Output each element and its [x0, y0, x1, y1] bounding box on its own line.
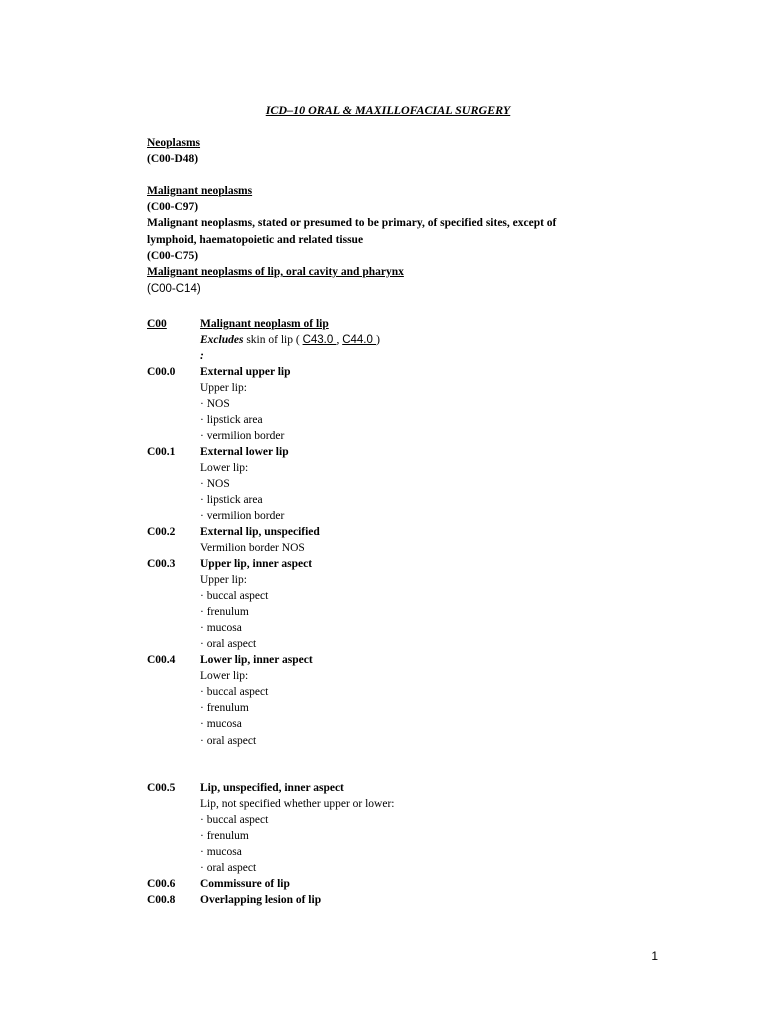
code-c00-6: C00.6: [147, 878, 176, 890]
title-c00-4: Lower lip, inner aspect: [200, 654, 313, 666]
note-line: · mucosa: [200, 622, 242, 634]
title-c00-8: Overlapping lesion of lip: [200, 894, 322, 906]
range-lip-oral-cavity: (C00-C14): [147, 283, 201, 295]
code-c00-8: C00.8: [147, 894, 176, 906]
note-line: · frenulum: [200, 606, 249, 618]
note-line: · vermilion border: [200, 510, 285, 522]
title-c00-1: External lower lip: [200, 446, 289, 458]
heading-malignant-neoplasms: Malignant neoplasms: [147, 185, 253, 197]
note-line: Lip, not specified whether upper or lower:: [200, 798, 395, 810]
note-line: · NOS: [200, 478, 230, 490]
title-c00-2: External lip, unspecified: [200, 526, 320, 538]
code-c00-2: C00.2: [147, 526, 176, 538]
heading-neoplasms: Neoplasms: [147, 137, 201, 149]
ref-c44-0[interactable]: C44.0: [342, 334, 377, 346]
title-c00: Malignant neoplasm of lip: [200, 318, 329, 330]
primary-sites-line-2: lymphoid, haematopoietic and related tissue: [147, 234, 364, 246]
code-c00: C00: [147, 318, 167, 330]
excludes-label: Excludes: [200, 334, 244, 346]
primary-sites-line-1: Malignant neoplasms, stated or presumed to be primary, of specified sites, except of: [147, 217, 557, 229]
title-c00-5: Lip, unspecified, inner aspect: [200, 782, 344, 794]
note-line: Lower lip:: [200, 670, 249, 682]
excludes-line: [200, 333, 380, 347]
code-c00-1: C00.1: [147, 446, 176, 458]
page-number: 1: [651, 949, 658, 963]
range-neoplasms: (C00-D48): [147, 153, 199, 165]
note-line: · lipstick area: [200, 414, 263, 426]
range-malignant-neoplasms: (C00-C97): [147, 201, 199, 213]
note-line: · mucosa: [200, 718, 242, 730]
range-primary-sites: (C00-C75): [147, 250, 199, 262]
ref-close: ): [376, 334, 380, 346]
code-c00-0: C00.0: [147, 366, 176, 378]
ref-c43-0[interactable]: C43.0: [302, 334, 337, 346]
note-line: · lipstick area: [200, 494, 263, 506]
note-line: · buccal aspect: [200, 814, 269, 826]
document-title: ICD–10 ORAL & MAXILLOFACIAL SURGERY: [265, 103, 511, 117]
note-line: · buccal aspect: [200, 590, 269, 602]
note-line: · vermilion border: [200, 430, 285, 442]
note-line: · oral aspect: [200, 735, 257, 747]
note-line: Vermilion border NOS: [200, 542, 305, 554]
note-line: · frenulum: [200, 702, 249, 714]
excludes-text: skin of lip (: [243, 334, 303, 346]
title-c00-0: External upper lip: [200, 366, 291, 378]
title-c00-3: Upper lip, inner aspect: [200, 558, 313, 570]
note-line: · NOS: [200, 398, 230, 410]
code-c00-4: C00.4: [147, 654, 176, 666]
note-line: · oral aspect: [200, 862, 257, 874]
note-line: · frenulum: [200, 830, 249, 842]
note-line: Lower lip:: [200, 462, 249, 474]
note-line: Upper lip:: [200, 382, 247, 394]
note-line: Upper lip:: [200, 574, 247, 586]
excludes-colon: :: [200, 350, 204, 362]
heading-lip-oral-cavity: Malignant neoplasms of lip, oral cavity and pharynx: [147, 266, 404, 278]
title-c00-6: Commissure of lip: [200, 878, 290, 890]
note-line: · buccal aspect: [200, 686, 269, 698]
note-line: · mucosa: [200, 846, 242, 858]
ref-separator: ,: [336, 334, 343, 346]
code-c00-3: C00.3: [147, 558, 176, 570]
code-c00-5: C00.5: [147, 782, 176, 794]
note-line: · oral aspect: [200, 638, 257, 650]
